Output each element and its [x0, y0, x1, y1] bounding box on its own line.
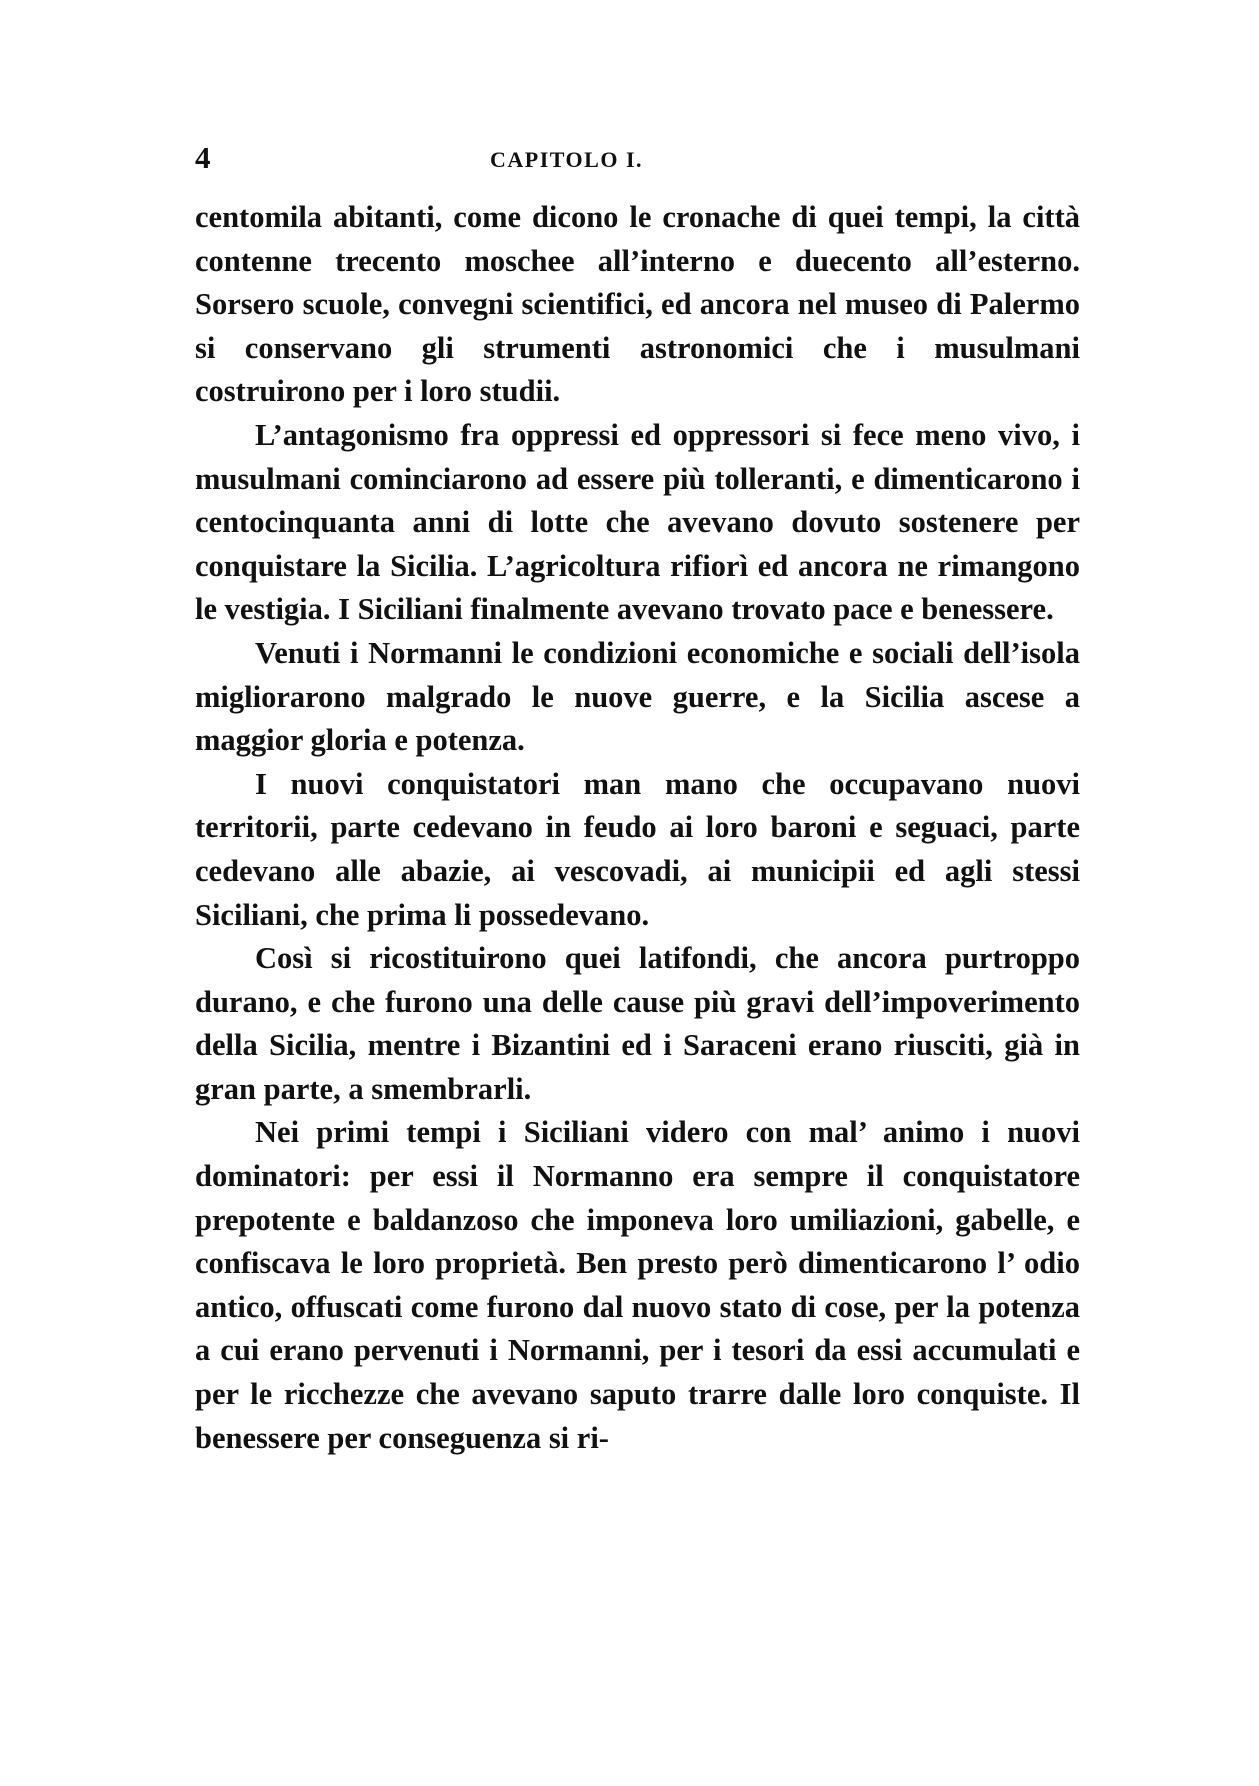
- paragraph-normanni: Venuti i Normanni le condizioni economiche e sociali dell’isola migliorarono malgrado le nuove guerre, e la Sicilia ascese a maggior gloria e potenza.: [195, 635, 1080, 758]
- body-text: [195, 196, 1080, 1460]
- paragraph-conquistatori: I nuovi conquistatori man mano che occupavano nuovi territorii, parte cedevano in feudo ai loro baroni e seguaci, parte cedevano alle abazie, ai vescovadi, ai municipii ed agli stessi Siciliani, che prima li possedevano.: [195, 766, 1080, 932]
- paragraph-primi-tempi: Nei primi tempi i Siciliani videro con mal’ animo i nuovi dominatori: per essi il Normanno era sempre il conquistatore prepotente e baldanzoso che imponeva loro umiliazioni, gabelle, e confiscava le loro proprietà. Ben presto però dimenticarono l’ odio antico, offuscati come furono dal nuovo stato di cose, per la potenza a cui erano pervenuti i Normanni, per i tesori da essi accumulati e per le ricchezze che avevano saputo trarre dalle loro conquiste. Il benessere per conseguenza si ri-: [195, 1115, 1080, 1455]
- page-number: 4: [195, 140, 211, 175]
- paragraph-latifondi: Così si ricostituirono quei latifondi, che ancora purtroppo durano, e che furono una delle cause più gravi dell’impoverimento della Sicilia, mentre i Bizantini ed i Saraceni erano riusciti, già in gran parte, a smembrarli.: [195, 941, 1080, 1106]
- paragraph-antagonismo: L’antagonismo fra oppressi ed oppressori si fece meno vivo, i musulmani cominciarono ad essere più tolleranti, e dimenticarono i centocinquanta anni di lotte che avevano dovuto sostenere per conquistare la Sicilia. L’agricoltura rifiorì ed ancora ne rimangono le vestigia. I Siciliani finalmente avevano trovato pace e benessere.: [195, 417, 1080, 627]
- running-head: [195, 138, 1080, 178]
- paragraph-continuation: centomila abitanti, come dicono le cronache di quei tempi, la città contenne trecento moschee all’interno e duecento all’esterno. Sorsero scuole, convegni scientifici, ed ancora nel museo di Palermo si conservano gli strumenti astronomici che i musulmani costruirono per i loro studii.: [195, 200, 1080, 409]
- chapter-title: CAPITOLO I.: [490, 147, 644, 172]
